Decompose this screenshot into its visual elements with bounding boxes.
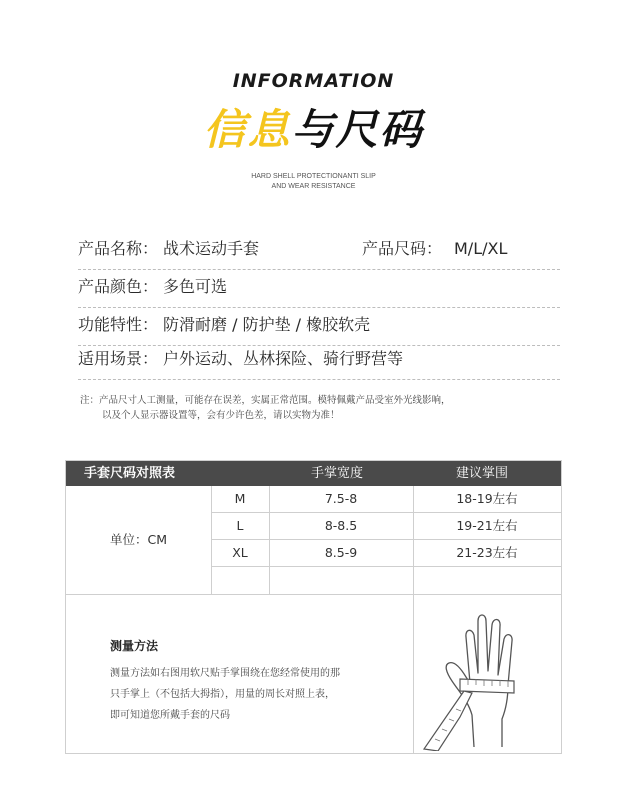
spec-color-label: 产品颜色： — [78, 277, 159, 296]
size-cell: XL — [232, 545, 248, 560]
measure-line3: 即可知道您所戴手套的尺码 — [110, 710, 230, 721]
header-title-en: INFORMATION — [232, 70, 395, 92]
header-title-cn-highlight: 信息 — [203, 105, 292, 154]
grid-line — [211, 566, 561, 567]
header-subtitle-line1: HARD SHELL PROTECTIONANTI SLIP — [251, 173, 376, 180]
spec-feature-value: 防滑耐磨 / 防护垫 / 橡胶软壳 — [163, 315, 371, 334]
spec-name-label: 产品名称： — [78, 239, 159, 258]
spec-row-scene — [78, 341, 560, 380]
spec-size-label: 产品尺码： — [362, 239, 443, 258]
spec-feature-label: 功能特性： — [78, 315, 159, 334]
size-table-title: 手套尺码对照表 — [84, 466, 176, 481]
girth-cell: 18-19左右 — [456, 491, 518, 506]
col-palm-girth: 建议掌围 — [456, 466, 509, 481]
header-title-cn — [0, 102, 627, 158]
spec-row-name-size — [78, 231, 560, 270]
measure-line2: 只手掌上（不包括大拇指），用量的周长对照上表， — [110, 689, 335, 700]
size-table-header — [66, 461, 561, 486]
col-palm-width: 手掌宽度 — [311, 466, 364, 481]
disclaimer-note — [80, 393, 560, 423]
spec-scene-value: 户外运动、丛林探险、骑行野营等 — [163, 349, 404, 368]
girth-cell: 21-23左右 — [456, 545, 518, 560]
header-title-cn-rest: 与尺码 — [291, 105, 424, 154]
spec-size-value: M/L/XL — [454, 239, 508, 258]
hand-measuring-tape-icon — [416, 597, 558, 751]
grid-line — [413, 594, 414, 753]
measure-description — [110, 663, 390, 726]
header-subtitle — [0, 172, 627, 192]
note-line2: 以及个人显示器设置等，会有少许色差，请以实物为准！ — [102, 410, 340, 421]
girth-cell: 19-21左右 — [456, 518, 518, 533]
spec-name-value: 战术运动手套 — [163, 239, 260, 258]
note-line1: 注：产品尺寸人工测量，可能存在误差，实属正常范围。模特佩戴产品受室外光线影响， — [80, 395, 451, 406]
size-cell: M — [234, 491, 246, 506]
spec-scene-label: 适用场景： — [78, 349, 159, 368]
measure-line1: 测量方法如右图用软尺贴手掌围绕在您经常使用的那 — [110, 668, 340, 679]
size-table — [65, 460, 562, 754]
width-cell: 8-8.5 — [324, 518, 358, 533]
size-cell: L — [236, 518, 244, 533]
spec-row-color — [78, 269, 560, 308]
grid-line — [66, 594, 561, 595]
header-subtitle-line2: AND WEAR RESISTANCE — [271, 183, 356, 190]
spec-color-value: 多色可选 — [163, 277, 228, 296]
width-cell: 7.5-8 — [324, 491, 358, 506]
unit-label: 单位：CM — [109, 532, 167, 547]
width-cell: 8.5-9 — [324, 545, 358, 560]
measure-title: 测量方法 — [110, 639, 159, 653]
